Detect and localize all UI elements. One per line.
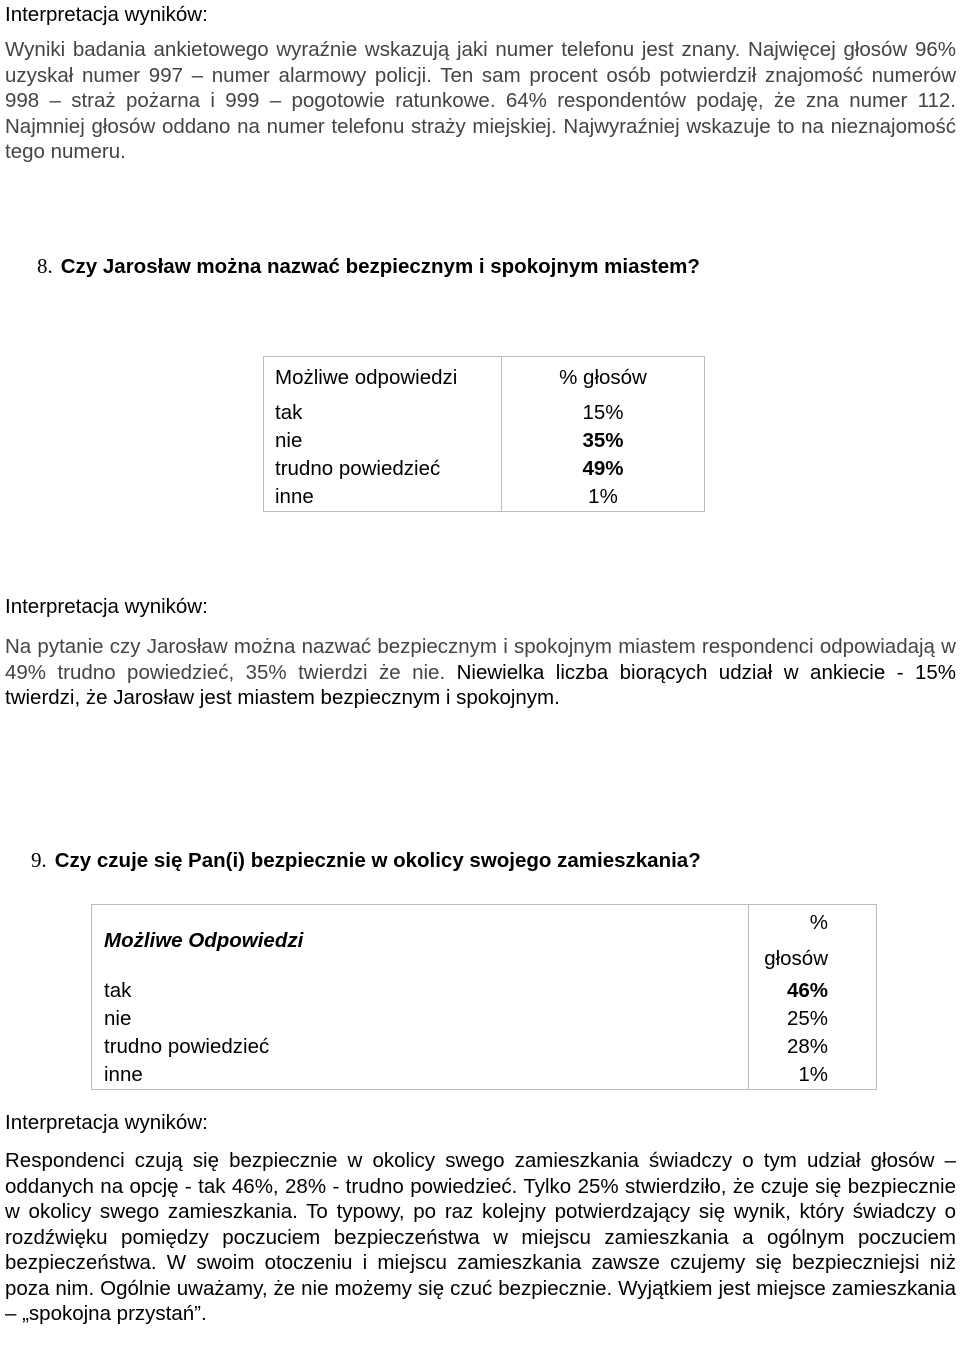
table-row	[264, 455, 705, 483]
interpretation-paragraph-8	[5, 634, 956, 711]
answer-cell: nie	[92, 1005, 749, 1033]
answer-cell: tak	[264, 399, 502, 427]
table-header-row	[92, 905, 877, 978]
column-header-percent: % głosów	[559, 366, 647, 389]
question-number: 8.	[37, 254, 53, 278]
answer-cell: tak	[92, 977, 749, 1005]
interpretation-paragraph-7: Wyniki badania ankietowego wyraźnie wskazują jaki numer telefonu jest znany. Najwięcej głosów 96% uzyskał numer 997 – numer alarmowy policji. Ten sam procent osób potwierdził znajomość numerów 998 – straż pożarna i 999 – pogotowie ratunkowe. 64% respondentów podaję, że zna numer 112. Najmniej głosów oddano na numer telefonu straży miejskiej. Najwyraźniej wskazuje to na nieznajomość tego numeru.	[5, 38, 956, 163]
results-table-q9	[91, 904, 877, 1090]
question-text: Czy czuje się Pan(i) bezpiecznie w okolicy swojego zamieszkania?	[54, 849, 701, 872]
table-row	[264, 483, 705, 512]
interpretation-label-7: Interpretacja wyników:	[5, 3, 208, 26]
column-header-answer: Możliwe Odpowiedzi	[92, 905, 749, 978]
question-9	[31, 846, 701, 875]
answer-cell: nie	[264, 427, 502, 455]
percent-cell: 25%	[786, 1007, 828, 1030]
percent-cell: 1%	[798, 1063, 828, 1086]
results-table-q8	[263, 356, 705, 512]
column-header-answer: Możliwe odpowiedzi	[264, 357, 502, 400]
table-header-row	[264, 357, 705, 400]
answer-cell: inne	[264, 483, 502, 512]
question-number: 9.	[31, 848, 47, 872]
percent-cell: 28%	[786, 1035, 828, 1058]
answer-cell: inne	[92, 1061, 749, 1090]
percent-cell: 1%	[588, 485, 618, 508]
percent-cell: 35%	[582, 429, 624, 452]
percent-cell: 46%	[786, 979, 828, 1002]
table-row	[92, 1005, 877, 1033]
table-row	[92, 1033, 877, 1061]
percent-cell: 49%	[582, 457, 624, 480]
paragraph-part-2: Niewielka liczba biorących udział w ankiecie - 15% twierdzi, że Jarosław jest miastem bezpiecznym i spokojnym.	[5, 660, 956, 709]
table-row	[92, 977, 877, 1005]
answer-cell: trudno powiedzieć	[92, 1033, 749, 1061]
question-8	[37, 252, 700, 281]
percent-cell: 15%	[582, 401, 624, 424]
interpretation-paragraph-9: Respondenci czują się bezpiecznie w okolicy swego zamieszkania świadczy o tym udział głosów – oddanych na opcję - tak 46%, 28% - trudno powiedzieć. Tylko 25% stwierdziło, że czuje się bezpiecznie w okolicy swego zamieszkania. To typowy, po raz kolejny potwierdzający się wynik, który świadczy o rozdźwięku pomiędzy poczuciem bezpieczeństwa w miejscu zamieszkania a ogólnym poczuciem bezpieczeństwa. W swoim otoczeniu i miejscu zamieszkania zawsze czujemy się bezpieczniejsi niż poza nim. Ogólnie uważamy, że nie możemy się czuć bezpiecznie. Wyjątkiem jest miejsce zamieszkania – „spokojna przystań”.	[5, 1149, 956, 1325]
paragraph-part-1: Na pytanie czy Jarosław można nazwać bezpiecznym i spokojnym miastem respondenci odpowiadają w 49% trudno powiedzieć, 35% twierdzi że nie.	[5, 635, 956, 684]
table-row	[264, 399, 705, 427]
question-text: Czy Jarosław można nazwać bezpiecznym i spokojnym miastem?	[60, 255, 700, 278]
interpretation-label-9: Interpretacja wyników:	[5, 1111, 208, 1134]
table-row	[264, 427, 705, 455]
interpretation-label-8: Interpretacja wyników:	[5, 595, 208, 618]
table-row	[92, 1061, 877, 1090]
answer-cell: trudno powiedzieć	[264, 455, 502, 483]
column-header-percent: % głosów	[764, 911, 828, 970]
